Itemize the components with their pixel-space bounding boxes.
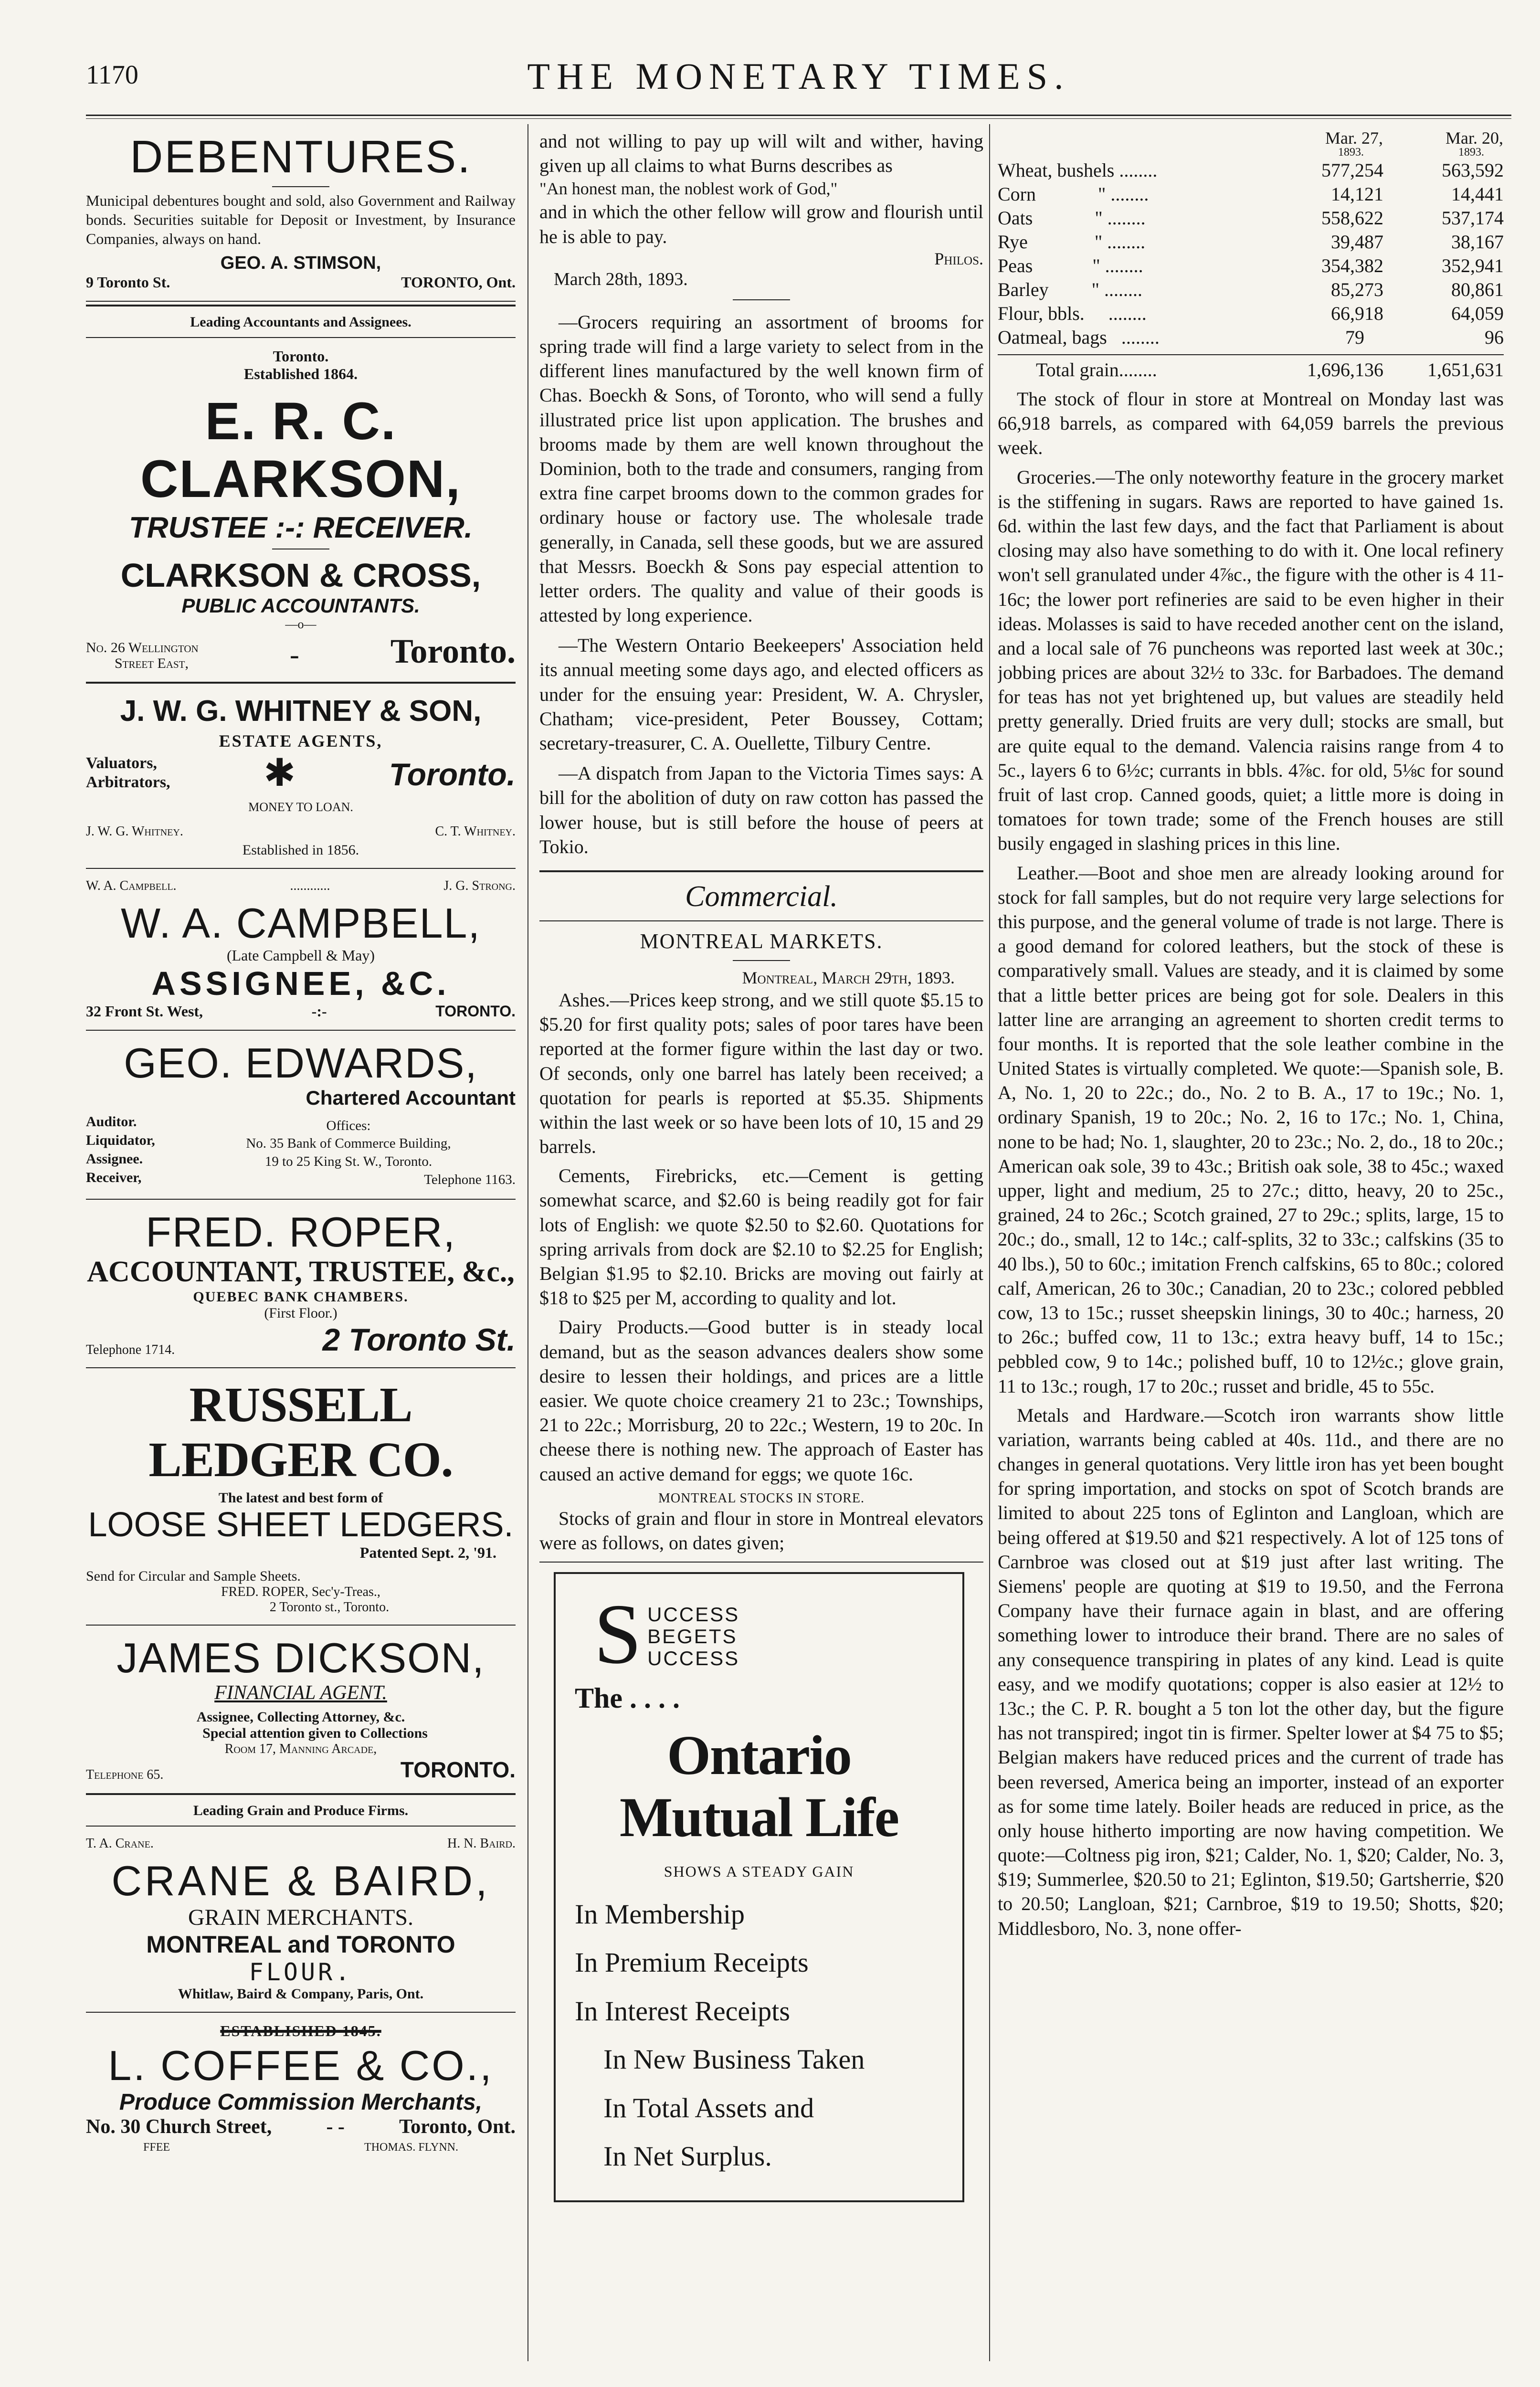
- divider: [86, 1367, 516, 1368]
- ad-late: (Late Campbell & May): [226, 946, 375, 964]
- cell: 1,651,631: [1427, 359, 1504, 380]
- ad-clarkson: [86, 345, 516, 674]
- ad-city: Toronto.: [273, 347, 329, 365]
- divider: [733, 960, 790, 961]
- page-number: 1170: [86, 60, 138, 90]
- ad-item: In Interest Receipts: [575, 1995, 790, 2027]
- ad-russell: [86, 1375, 516, 1618]
- ad-address: 9 Toronto St.: [86, 273, 170, 291]
- news-item: —A dispatch from Japan to the Victoria Times says: A bill for the abolition of duty on raw cotton has passed the lower house, but is still before the house of peers at Tokio.: [539, 762, 983, 857]
- market-report: Ashes.—Prices keep strong, and we still quote $5.15 to $5.20 for first quality pots; sales of poor tares have been reported at the former figure within the last day or two. Of seconds, only one barrel has lately been received; a quotation for pearls is reported at $5.35. Shipments within the last week or so have been lots of 10, 15 and 29 barrels.: [539, 989, 983, 1158]
- row-label: Peas: [998, 255, 1033, 276]
- cell: 558,622: [1321, 207, 1383, 229]
- table-row-total: [998, 358, 1504, 382]
- dots: ............: [290, 878, 330, 894]
- row-label: Corn: [998, 183, 1036, 205]
- divider: [86, 868, 516, 869]
- paragraph: Stocks of grain and flour in store in Montreal elevators were as follows, on dates given;: [539, 1507, 983, 1553]
- ad-address: 2 Toronto St.: [322, 1322, 516, 1358]
- column-right: [998, 129, 1504, 1941]
- star-icon: ✱: [264, 752, 296, 795]
- ad-name: L. COFFEE & CO.,: [108, 2041, 494, 2089]
- ad-name: JAMES DICKSON,: [116, 1634, 485, 1682]
- cell: 14,121: [1331, 183, 1383, 205]
- ad-name: FRED. ROPER,: [146, 1208, 456, 1256]
- ad-role: TRUSTEE :-: RECEIVER.: [129, 511, 473, 544]
- divider: [86, 301, 516, 302]
- news-item: —The Western Ontario Beekeepers' Association held its annual meeting some days ago, and elected officers as under for the ensuing year: President, W. A. Chrysler, Chatham; vice-president, Peter Boussey, Cottam; secretary-treasurer, C. A. Ouellette, Tilbury Centre.: [539, 634, 983, 754]
- ad-partner: H. N. Baird.: [447, 1836, 516, 1851]
- ad-the: The . . . .: [575, 1682, 680, 1714]
- column-advertisements: [86, 129, 516, 2157]
- ad-phone: Telephone 1714.: [86, 1342, 175, 1358]
- leader-dots: " ........: [1091, 279, 1142, 300]
- ad-contact: FRED. ROPER, Sec'y-Treas.,: [221, 1584, 380, 1600]
- ad-flour: FLOUR.: [249, 1958, 353, 1986]
- ad-partner: J. G. Strong.: [443, 878, 516, 894]
- divider: [86, 682, 516, 684]
- ad-company: Ontario Mutual Life: [619, 1724, 899, 1848]
- divider: [86, 1826, 516, 1827]
- market-report: Cements, Firebricks, etc.—Cement is getting somewhat scarce, and $2.60 is being readily got for fair lots of English: we quote $2.50 to $2.60. Quotations for spring arrivals from dock are $2.10 to $2.25 for English; Belgian $1.95 to $2.10. Bricks are moving out fairly at $18 to $25 per M, according to quality and lot.: [539, 1165, 983, 1309]
- cell: 354,382: [1321, 255, 1383, 276]
- ad-partner: FFEE: [143, 2141, 170, 2154]
- ad-room: Room 17, Manning Arcade,: [224, 1742, 377, 1757]
- cell: 79: [1345, 327, 1364, 348]
- cell: 80,861: [1451, 279, 1504, 300]
- market-report: Leather.—Boot and shoe men are already looking around for stock for fall samples, but do not require very large selections for this purpose, and the general volume of trade is not large. There is a good demand for colored leathers, but the stock of these is comparatively small. Values are steady, and it is claimed by some that a little better prices are being got for sole. Dealers in this latter line are arranging an agreement to shorten credit terms to four months. It is reported that the sole leather combine in the United States is virtually completed. We quote:—Spanish sole, B. A, No. 1, 20 to 22c.; do., No. 2 to B. A., 17 to 19c.; No. 1, ordinary Spanish, 19 to 20c.; No. 2, 16 to 17c.; No. 1, China, none to be had; No. 1, slaughter, 20 to 23c.; No. 2, do., 18 to 20c.; American oak sole, 39 to 43c.; British oak sole, 38 to 45c.; waxed upper, light and medium, 25 to 27c.; ditto, heavy, 20 to 25c., grained, 24 to 26c.; Scotch grained, 27 to 29c.; splits, large, 15 to 20c.; do., small, 12 to 14c.; calf-splits, 32 to 33c.; calfskins (35 to 40 lbs.), 50 to 60c.; imitation French calfskins, 65 to 80c.; colored calf, American, 26 to 30c.; Canadian, 20 to 23c.; colored pebbled cow, 13 to 15c.; russet sheepskin linings, 30 to 40c.; harness, 20 to 26c.; buffed cow, 11 to 13c.; extra heavy buff, 14 to 15c.; pebbled cow, 9 to 14c.; polished buff, 10 to 12½c.; glove grain, 11 to 13c.; rough, 17 to 20c.; russet and bridle, 45 to 55c.: [998, 862, 1504, 1397]
- ad-item: In Membership: [575, 1898, 745, 1930]
- quote: "An honest man, the noblest work of God,": [539, 179, 838, 199]
- column-header-year: 1893.: [1338, 146, 1364, 158]
- row-label: Flour, bbls.: [998, 303, 1085, 324]
- table-row: [998, 230, 1504, 254]
- cell: 85,273: [1331, 279, 1383, 300]
- ad-firm: CLARKSON & CROSS,: [120, 556, 481, 594]
- divider: [733, 299, 790, 300]
- divider: [86, 1625, 516, 1626]
- cell: 66,918: [1331, 303, 1383, 324]
- table-row: [998, 182, 1504, 206]
- divider: [86, 337, 516, 338]
- grain-stocks-table: [998, 129, 1504, 382]
- ad-patent: Patented Sept. 2, '91.: [359, 1544, 496, 1562]
- section-title-montreal-markets: MONTREAL MARKETS.: [640, 929, 883, 953]
- divider: [539, 920, 983, 921]
- total-label: Total grain........: [1036, 359, 1157, 380]
- divider: [86, 1199, 516, 1200]
- ad-whitney: [86, 691, 516, 862]
- ad-money: MONEY TO LOAN.: [248, 800, 353, 814]
- ad-role: ACCOUNTANT, TRUSTEE, &c.,: [87, 1256, 515, 1289]
- ad-name: GEO. EDWARDS,: [124, 1039, 478, 1087]
- ad-phone: Telephone 65.: [86, 1767, 164, 1783]
- ad-established: Established 1864.: [243, 365, 358, 382]
- ad-name: CRANE & BAIRD,: [111, 1857, 490, 1905]
- ad-firm-role: PUBLIC ACCOUNTANTS.: [181, 594, 420, 617]
- ad-name: RUSSELL LEDGER CO.: [148, 1377, 453, 1487]
- ad-name: J. W. G. WHITNEY & SON,: [120, 694, 482, 728]
- page-header: [86, 45, 1511, 107]
- ad-role: Liquidator,: [86, 1132, 155, 1148]
- header-rule-thin: [86, 118, 1511, 119]
- section-heading: Leading Grain and Produce Firms.: [193, 1803, 409, 1819]
- ad-role: Produce Commission Merchants,: [119, 2089, 483, 2115]
- ad-city: Toronto.: [389, 757, 516, 792]
- ad-item: In Premium Receipts: [575, 1947, 809, 1978]
- ad-address: No. 30 Church Street,: [86, 2115, 272, 2138]
- leader-dots: " ........: [1095, 207, 1146, 229]
- row-label: Barley: [998, 279, 1049, 300]
- column-header: Mar. 20,: [1445, 129, 1503, 148]
- masthead: THE MONETARY TIMES.: [527, 55, 1070, 97]
- divider: [272, 186, 329, 187]
- ad-tagline: UCCESS: [647, 1647, 740, 1670]
- ad-body: Municipal debentures bought and sold, also Government and Railway bonds. Securities suitable for Deposit or Investment, by Insurance Companies, always on hand.: [86, 191, 516, 247]
- ad-shows: SHOWS A STEADY GAIN: [664, 1862, 854, 1880]
- ad-tagline: BEGETS: [647, 1625, 738, 1648]
- ad-dickson: [86, 1632, 516, 1785]
- table-row: [998, 206, 1504, 230]
- row-label: Oatmeal, bags: [998, 327, 1107, 348]
- sep: - -: [326, 2115, 345, 2138]
- row-label: Rye: [998, 231, 1028, 253]
- ad-city: Toronto, Ont.: [399, 2115, 516, 2138]
- ad-partner: J. W. G. Whitney.: [86, 824, 183, 839]
- leader-dots: " ........: [1098, 183, 1149, 205]
- ad-crane-baird: [86, 1833, 516, 2005]
- header-rule: [86, 115, 1511, 116]
- ad-name: GEO. A. STIMSON,: [220, 253, 381, 273]
- ad-cities: MONTREAL and TORONTO: [146, 1931, 455, 1958]
- table-row: [998, 278, 1504, 302]
- ad-role: GRAIN MERCHANTS.: [188, 1904, 414, 1930]
- ad-role: Auditor.: [86, 1113, 137, 1130]
- dateline: Montreal, March 29th, 1893.: [742, 968, 955, 987]
- ad-offices-label: Offices:: [326, 1118, 371, 1133]
- ad-tagline: UCCESS: [647, 1603, 740, 1626]
- table-row: [998, 158, 1504, 182]
- ad-campbell: [86, 876, 516, 1023]
- ad-coffee: [86, 2019, 516, 2157]
- cell: 38,167: [1451, 231, 1504, 253]
- divider: [86, 2012, 516, 2013]
- row-label: Oats: [998, 207, 1033, 229]
- market-report: Metals and Hardware.—Scotch iron warrants show little variation, warrants being cabled at 40s. 11d., and there are no changes in general quotations. Very little iron has yet been bought for spring importation, and stocks on spot of Scotch brands are limited to about 225 tons of Eglinton and Langloan, which are being offered at $19.50 and $21 respectively. A lot of 125 tons of Carnbroe was closed out at $19 just after last writing. The Siemens' people are quoting at $19 to 19.50, and the Ferrona Company have their furnace again in blast, and are offering something lower to introduce their brand. There are no sales of any consequence transpiring in plates of any kind. Lead is quite easy, and we modify quotations; copper is also easier at 12½ to 13c.; the C. P. R. bought a 5 ton lot the other day, but the figure has not transpired; ingot tin is firmer. Spelter lower at $4 75 to $5; Belgian makers have reduced prices and the current of trade has been reversed, America being an importer, instead of an exporter as for some time lately. Boiler heads are reduced in price, as the only house hitherto importing are now having competition. We quote:—Coltness pig iron, $21; Calder, No. 1, $20; Calder, No. 3, $19; Summerlee, $20.50 to 21; Eglinton, $19.50; Gartsherrie, $20 to 20.50; Langloan, $21; Carnbroe, $19 to 19.50; Shotts, $20; Middlesboro, No. 3, none offer-: [998, 1404, 1504, 1939]
- ad-item: In New Business Taken: [603, 2044, 865, 2075]
- table-row: [998, 302, 1504, 326]
- subheading: MONTREAL STOCKS IN STORE.: [658, 1490, 865, 1506]
- cell: 1,696,136: [1307, 359, 1383, 380]
- ad-tag: The latest and best form of: [218, 1490, 383, 1506]
- divider: [86, 1030, 516, 1031]
- section-title-commercial: Commercial.: [685, 880, 838, 913]
- ad-chambers: QUEBEC BANK CHAMBERS.: [193, 1289, 409, 1305]
- news-item: —Grocers requiring an assortment of brooms for spring trade will find a large variety to select from in the different lines manufactured by the well known firm of Chas. Boeckh & Sons, of Toronto, who will send a fully illustrated price list upon application. The brushes and brooms made by them are well known throughout the Dominion, both to the trade and consumers, ranging from extra fine carpet brooms down to the common grades for ordinary house or factory use. The wholesale trade generally, in Canada, sell these goods, but we are assured that Messrs. Boeckh & Sons pay especial attention to letter orders. The quality and value of their goods is attested by long experience.: [539, 311, 983, 626]
- ad-street: 19 to 25 King St. W., Toronto.: [264, 1154, 432, 1170]
- row-label: Wheat, bushels: [998, 159, 1115, 181]
- ad-role: Receiver,: [86, 1169, 142, 1185]
- column-middle: [539, 129, 983, 2202]
- paragraph: The stock of flour in store at Montreal on Monday last was 66,918 barrels, as compared with 64,059 barrels the previous week.: [998, 388, 1504, 459]
- section-heading: Leading Accountants and Assignees.: [190, 314, 411, 330]
- column-divider-1: [527, 124, 528, 2361]
- ornament: —o—: [285, 617, 316, 631]
- ad-item: In Net Surplus.: [603, 2141, 772, 2172]
- divider: [539, 1562, 983, 1563]
- ad-partner: W. A. Campbell.: [86, 878, 177, 894]
- ad-partner: T. A. Crane.: [86, 1836, 154, 1851]
- ad-name: E. R. C. CLARKSON,: [140, 391, 461, 508]
- ad-role: ASSIGNEE, &C.: [151, 964, 450, 1002]
- ad-contact-address: 2 Toronto st., Toronto.: [269, 1600, 390, 1615]
- sep: -:-: [311, 1002, 327, 1020]
- cell: 64,059: [1451, 303, 1504, 324]
- date: March 28th, 1893.: [554, 269, 688, 289]
- ad-item: In Total Assets and: [603, 2092, 814, 2123]
- divider: [86, 1793, 516, 1795]
- divider: [86, 305, 516, 306]
- dash: -: [289, 638, 299, 670]
- leader-dots: " ........: [1094, 231, 1146, 253]
- market-report: Groceries.—The only noteworthy feature in the grocery market is the stiffening in sugars. Raws are reported to have gained 1s. 6d. within the last few days, and the fact that Parliament is about closing may also have something to do with it. One local refinery won't sell granulated under 4⅞c., the figure with the other is 4 11-16c; the lower port refineries are said to be even higher in their ideas. Molasses is said to have receded another cent on the island, and a local sale of 76 puncheons was reported last week at 30c.; jobbing prices are about 32½ to 33c. for Barbadoes. The demand for teas has not yet brightened up, but values are steadily held pretty generally. Dried fruits are very dull; stocks are small, but are quite equal to the demand. Valencia raisins range from 4 to 5c., layers 6 to 6½c; currants in bbls. 4⅞c. for old, 5⅛c for sound fruit of last crop. Canned goods, quiet; a little more is doing in tomatoes for town trade; some of the French houses are still busily engaged in slashing prices in this line.: [998, 466, 1504, 855]
- paragraph: and in which the other fellow will grow and flourish until he is able to pay.: [539, 201, 983, 247]
- ad-name: W. A. CAMPBELL,: [121, 899, 481, 947]
- ad-edwards: [86, 1037, 516, 1192]
- ad-address-no: No. 26 Wellington: [86, 639, 199, 655]
- leader-dots: " ........: [1092, 255, 1143, 276]
- ad-role: Valuators,: [86, 754, 157, 772]
- ad-role: Assignee.: [86, 1151, 143, 1167]
- ad-whitlaw: Whitlaw, Baird & Company, Paris, Ont.: [178, 1986, 424, 2002]
- leader-dots: ........: [1119, 159, 1158, 181]
- table-row: [998, 254, 1504, 278]
- ad-role: FINANCIAL AGENT.: [214, 1682, 387, 1704]
- ad-city: TORONTO.: [435, 1002, 516, 1020]
- ad-line: Assignee, Collecting Attorney, &c.: [196, 1709, 405, 1725]
- ad-title: Chartered Accountant: [306, 1086, 516, 1109]
- column-header-year: 1893.: [1458, 146, 1484, 158]
- cell: 563,592: [1442, 159, 1504, 181]
- market-report: Dairy Products.—Good butter is in steady local demand, but as the season advances dealers show some desire to lessen their holdings, and prices are a little easier. We quote choice creamery 21 to 23c.; Townships, 21 to 22c.; Morrisburg, 20 to 22c.; Western, 19 to 20c. In cheese there is nothing new. The approach of Easter has caused an active demand for eggs; we quote 16c.: [539, 1316, 983, 1485]
- ad-partner: THOMAS. FLYNN.: [364, 2141, 458, 2154]
- ad-phone: Telephone 1163.: [424, 1172, 516, 1187]
- ad-send: Send for Circular and Sample Sheets.: [86, 1568, 301, 1584]
- divider: [539, 870, 983, 872]
- ad-ontario-mutual-life: [554, 1572, 964, 2202]
- cell: 537,174: [1442, 207, 1504, 229]
- cell: 352,941: [1442, 255, 1504, 276]
- cell: 14,441: [1451, 183, 1504, 205]
- column-header: Mar. 27,: [1325, 129, 1383, 148]
- table-row: [998, 326, 1504, 349]
- ad-partner: C. T. Whitney.: [435, 824, 516, 839]
- ad-line: Special attention given to Collections: [202, 1725, 428, 1742]
- ad-roper: [86, 1206, 516, 1361]
- leader-dots: ........: [1121, 327, 1160, 348]
- decorative-initial: S: [594, 1591, 642, 1678]
- ad-city: TORONTO.: [400, 1757, 516, 1783]
- ad-debentures: [86, 129, 516, 294]
- signature: Philos.: [934, 249, 983, 268]
- ad-established: Established in 1856.: [242, 842, 359, 858]
- ad-address: 32 Front St. West,: [86, 1002, 203, 1020]
- cell: 577,254: [1321, 159, 1383, 181]
- ad-address-street: Street East,: [115, 655, 189, 671]
- ad-role: Arbitrators,: [86, 773, 170, 792]
- ad-title: DEBENTURES.: [130, 131, 472, 182]
- leader-dots: ........: [1108, 303, 1147, 324]
- ad-floor: (First Floor.): [264, 1305, 338, 1321]
- ad-city-large: Toronto.: [390, 632, 516, 670]
- ad-offices: No. 35 Bank of Commerce Building,: [246, 1136, 451, 1151]
- cell: 96: [1485, 327, 1504, 348]
- paragraph: and not willing to pay up will wilt and wither, having given up all claims to what Burns describes as: [539, 130, 983, 177]
- ad-subtitle: ESTATE AGENTS,: [219, 731, 383, 750]
- ad-established: ESTABLISHED 1845.: [220, 2022, 381, 2039]
- ad-product: LOOSE SHEET LEDGERS.: [88, 1506, 514, 1544]
- ad-city: TORONTO, Ont.: [401, 273, 516, 291]
- column-divider-2: [989, 124, 990, 2361]
- cell: 39,487: [1331, 231, 1383, 253]
